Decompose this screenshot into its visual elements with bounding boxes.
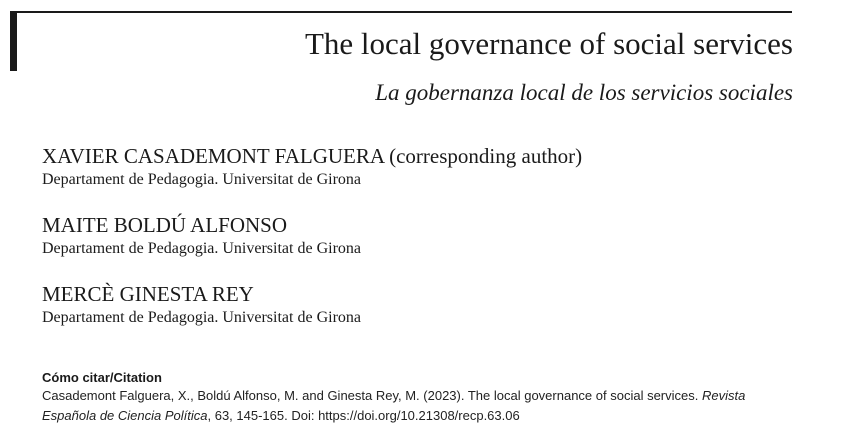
author-name: MAITE BOLDÚ ALFONSO	[42, 213, 288, 237]
author-name: XAVIER CASADEMONT FALGUERA (corresponding author)	[42, 144, 583, 168]
header-top-rule	[10, 11, 792, 13]
citation-block	[42, 369, 797, 426]
author-block	[42, 281, 782, 350]
author-block	[42, 212, 782, 281]
author-name: MERCÈ GINESTA REY	[42, 282, 254, 306]
citation-volume-doi: , 63, 145-165. Doi: https://doi.org/10.21308/recp.63.06	[207, 408, 520, 423]
author-affiliation: Departament de Pedagogia. Universitat de Girona	[42, 309, 361, 326]
author-affiliation: Departament de Pedagogia. Universitat de Girona	[42, 171, 361, 188]
article-title: The local governance of social services	[304, 26, 793, 61]
author-list	[42, 143, 782, 350]
author-affiliation: Departament de Pedagogia. Universitat de Girona	[42, 240, 361, 257]
citation-heading: Cómo citar/Citation	[42, 370, 162, 385]
citation-text	[42, 386, 797, 426]
author-block	[42, 143, 782, 212]
citation-journal: Revista Española de Ciencia Política	[42, 388, 746, 423]
article-subtitle: La gobernanza local de los servicios sociales	[375, 80, 793, 105]
header-left-bar	[10, 11, 17, 71]
citation-authors-title: Casademont Falguera, X., Boldú Alfonso, M. and Ginesta Rey, M. (2023). The local governance of social services.	[42, 388, 702, 403]
